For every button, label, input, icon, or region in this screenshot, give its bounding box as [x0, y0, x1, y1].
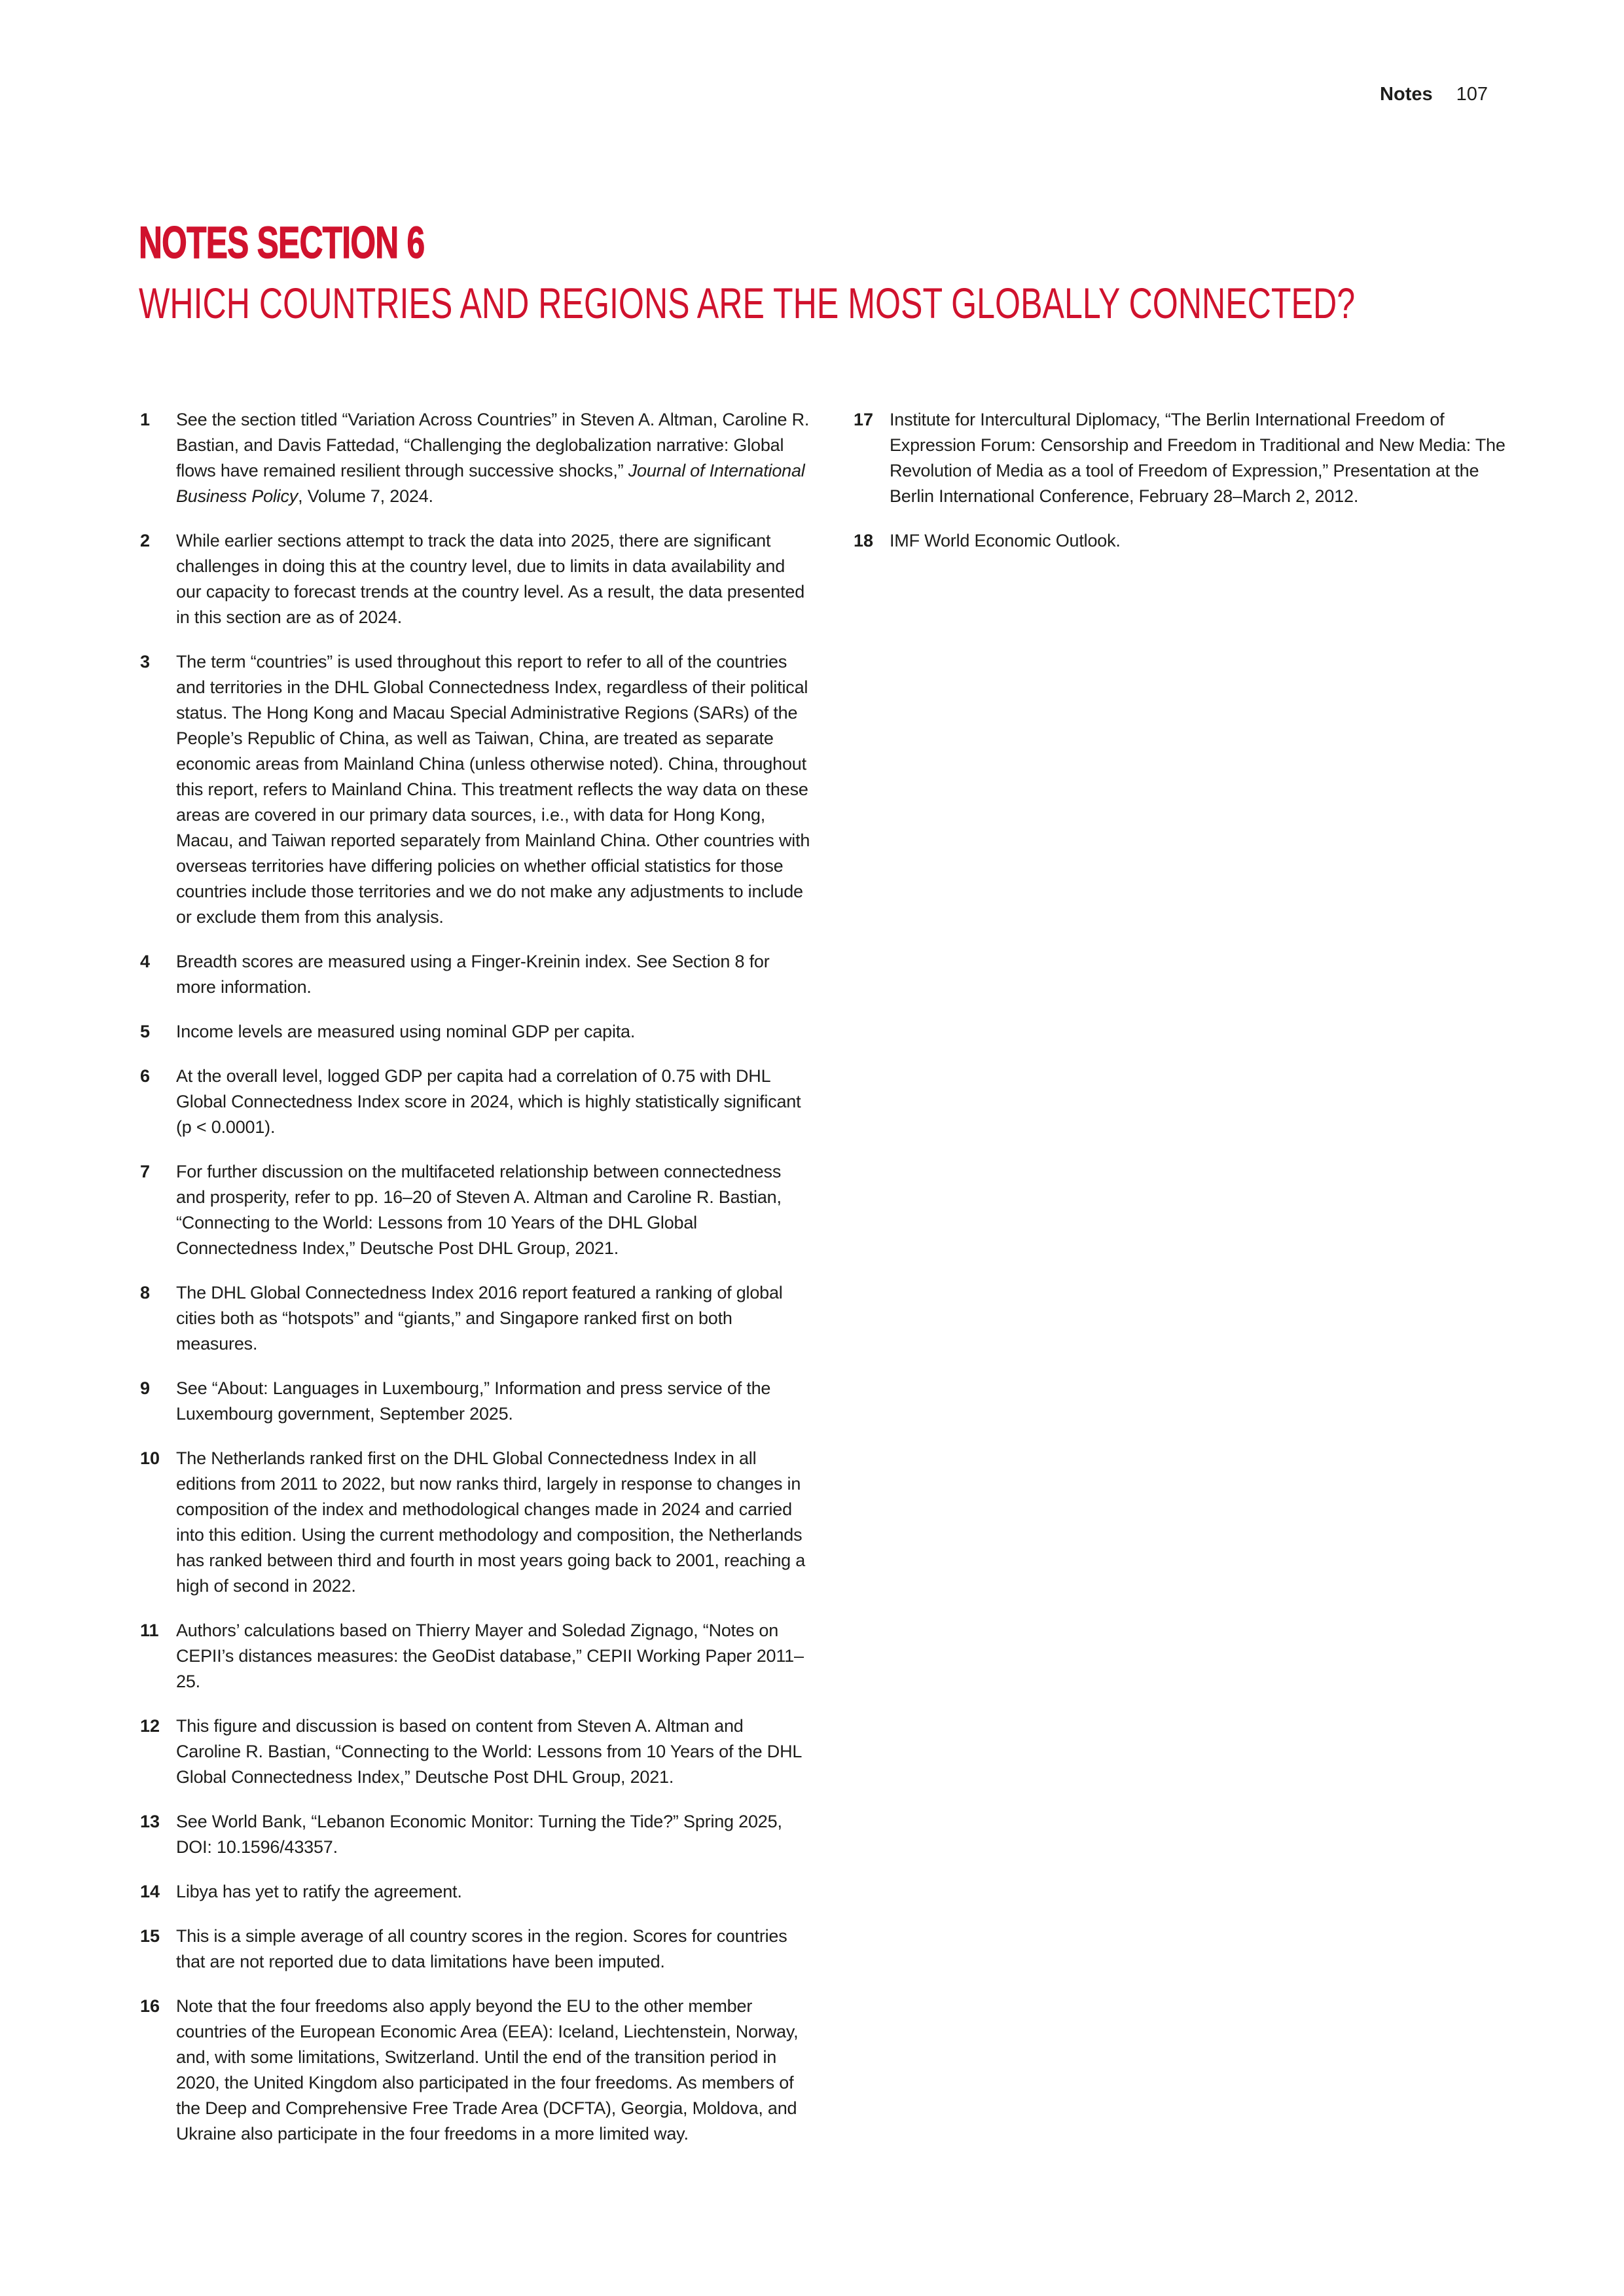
note-text	[176, 1064, 812, 1140]
note-item	[140, 528, 812, 630]
section-title: NOTES SECTION 6	[139, 217, 425, 268]
note-number: 5	[140, 1022, 151, 1041]
note-text-segment: Authors’ calculations based on Thierry Mayer and Soledad Zignago, “Notes on CEPII’s distances measures: the GeoDist database,” CEPII Working Paper 2011–25.	[176, 1621, 804, 1691]
note-text-segment: See the section titled “Variation Across Countries” in Steven A. Altman, Caroline R. Bastian, and Davis Fattedad, “Challenging the deglobalization narrative: Global flows have remained resilient through successive shocks,”	[176, 410, 810, 480]
note-text	[176, 1019, 812, 1045]
note-text-segment: See World Bank, “Lebanon Economic Monitor: Turning the Tide?” Spring 2025, DOI: 10.1596/43357.	[176, 1812, 782, 1857]
note-text-segment: , Volume 7, 2024.	[298, 486, 433, 506]
note-number: 8	[140, 1283, 151, 1302]
note-item	[140, 1879, 812, 1905]
note-text-segment: Libya has yet to ratify the agreement.	[176, 1882, 462, 1901]
note-text-segment: Note that the four freedoms also apply beyond the EU to the other member countries of the European Economic Area (EEA): Iceland, Liechtenstein, Norway, and, with some limitations, Switzerland. Until the end of the transition period in 2020, the United Kingdom also participated in the four freedoms. As members of the Deep and Comprehensive Free Trade Area (DCFTA), Georgia, Moldova, and Ukraine also participate in the four freedoms in a more limited way.	[176, 1996, 799, 2144]
note-text	[176, 1713, 812, 1790]
note-number: 13	[140, 1812, 160, 1831]
note-text	[890, 528, 1525, 554]
note-text-segment: See “About: Languages in Luxembourg,” Information and press service of the Luxembourg government, September 2025.	[176, 1378, 771, 1424]
note-number: 7	[140, 1162, 151, 1181]
notes-column-right	[854, 407, 1525, 573]
note-item	[140, 1446, 812, 1599]
note-item	[140, 1924, 812, 1975]
note-text	[890, 407, 1525, 509]
note-text	[176, 949, 812, 1000]
note-number: 2	[140, 531, 151, 550]
note-text-segment: This is a simple average of all country scores in the region. Scores for countries that are not reported due to data limitations have been imputed.	[176, 1926, 787, 1971]
note-number: 10	[140, 1448, 160, 1468]
note-item	[140, 1713, 812, 1790]
note-number: 12	[140, 1716, 160, 1736]
note-text-segment: For further discussion on the multifaceted relationship between connectedness and prosperity, refer to pp. 16–20 of Steven A. Altman and Caroline R. Bastian, “Connecting to the World: Lessons from 10 Years of the DHL Global Connectedness Index,” Deutsche Post DHL Group, 2021.	[176, 1162, 782, 1258]
note-text-segment: While earlier sections attempt to track the data into 2025, there are significant challenges in doing this at the country level, due to limits in data availability and our capacity to forecast trends at the country level. As a result, the data presented in this section are as of 2024.	[176, 531, 805, 627]
header-section-label: Notes	[1380, 84, 1433, 105]
note-item	[140, 1019, 812, 1045]
notes-columns	[140, 407, 1529, 2166]
note-number: 14	[140, 1882, 160, 1901]
note-text-segment: IMF World Economic Outlook.	[890, 531, 1121, 550]
note-text	[176, 1376, 812, 1427]
note-item	[140, 1809, 812, 1860]
note-number: 1	[140, 410, 151, 429]
note-item	[140, 1064, 812, 1140]
note-item	[140, 1376, 812, 1427]
note-text	[176, 1924, 812, 1975]
note-text-segment: Journal of International Business Policy	[176, 461, 805, 506]
note-number: 9	[140, 1378, 151, 1398]
page-header	[1380, 85, 1488, 104]
note-text-segment: This figure and discussion is based on content from Steven A. Altman and Caroline R. Bastian, “Connecting to the World: Lessons from 10 Years of the DHL Global Connectedness Index,” Deutsche Post DHL Group, 2021.	[176, 1716, 802, 1787]
note-item	[854, 528, 1525, 554]
note-text	[176, 1280, 812, 1357]
note-text-segment: Income levels are measured using nominal GDP per capita.	[176, 1022, 636, 1041]
note-text-segment: Breadth scores are measured using a Finger-Kreinin index. See Section 8 for more information.	[176, 952, 770, 997]
note-item	[140, 407, 812, 509]
header-page-number: 107	[1456, 84, 1488, 105]
note-item	[140, 649, 812, 930]
note-text	[176, 1809, 812, 1860]
note-number: 15	[140, 1926, 160, 1946]
note-text-segment: The Netherlands ranked first on the DHL Global Connectedness Index in all editions from 2011 to 2022, but now ranks third, largely in response to changes in composition of the index and methodological changes made in 2024 and carried into this edition. Using the current methodology and composition, the Netherlands has ranked between third and fourth in most years going back to 2001, reaching a high of second in 2022.	[176, 1448, 806, 1596]
note-text-segment: The term “countries” is used throughout this report to refer to all of the countries and territories in the DHL Global Connectedness Index, regardless of their political status. The Hong Kong and Macau Special Administrative Regions (SARs) of the People’s Republic of China, as well as Taiwan, China, are treated as separate economic areas from Mainland China (unless otherwise noted). China, throughout this report, refers to Mainland China. This treatment reflects the way data on these areas are covered in our primary data sources, i.e., with data for Hong Kong, Macau, and Taiwan reported separately from Mainland China. Other countries with overseas territories have differing policies on whether official statistics for those countries include those territories and we do not make any adjustments to include or exclude them from this analysis.	[176, 652, 810, 927]
note-number: 16	[140, 1996, 160, 2016]
note-text	[176, 407, 812, 509]
note-item	[140, 1280, 812, 1357]
note-text	[176, 528, 812, 630]
note-number: 3	[140, 652, 151, 672]
note-text	[176, 1446, 812, 1599]
note-number: 17	[854, 410, 874, 429]
note-text	[176, 1879, 812, 1905]
note-text	[176, 1618, 812, 1695]
note-item	[140, 1159, 812, 1261]
note-text	[176, 1159, 812, 1261]
note-text-segment: Institute for Intercultural Diplomacy, “The Berlin International Freedom of Expression Forum: Censorship and Freedom in Traditional and New Media: The Revolution of Media as a tool of Freedom of Expression,” Presentation at the Berlin International Conference, February 28–March 2, 2012.	[890, 410, 1506, 506]
note-text-segment: At the overall level, logged GDP per capita had a correlation of 0.75 with DHL Global Connectedness Index score in 2024, which is highly statistically significant (p < 0.0001).	[176, 1066, 801, 1137]
note-number: 11	[140, 1621, 159, 1640]
note-text-segment: The DHL Global Connectedness Index 2016 report featured a ranking of global cities both as “hotspots” and “giants,” and Singapore ranked first on both measures.	[176, 1283, 783, 1354]
note-number: 4	[140, 952, 151, 971]
note-text	[176, 649, 812, 930]
note-item	[140, 1618, 812, 1695]
note-text	[176, 1994, 812, 2147]
note-item	[854, 407, 1525, 509]
note-item	[140, 1994, 812, 2147]
note-number: 18	[854, 531, 874, 550]
section-question: WHICH COUNTRIES AND REGIONS ARE THE MOST GLOBALLY CONNECTED?	[139, 279, 1356, 327]
note-item	[140, 949, 812, 1000]
note-number: 6	[140, 1066, 151, 1086]
notes-column-left	[140, 407, 812, 2166]
